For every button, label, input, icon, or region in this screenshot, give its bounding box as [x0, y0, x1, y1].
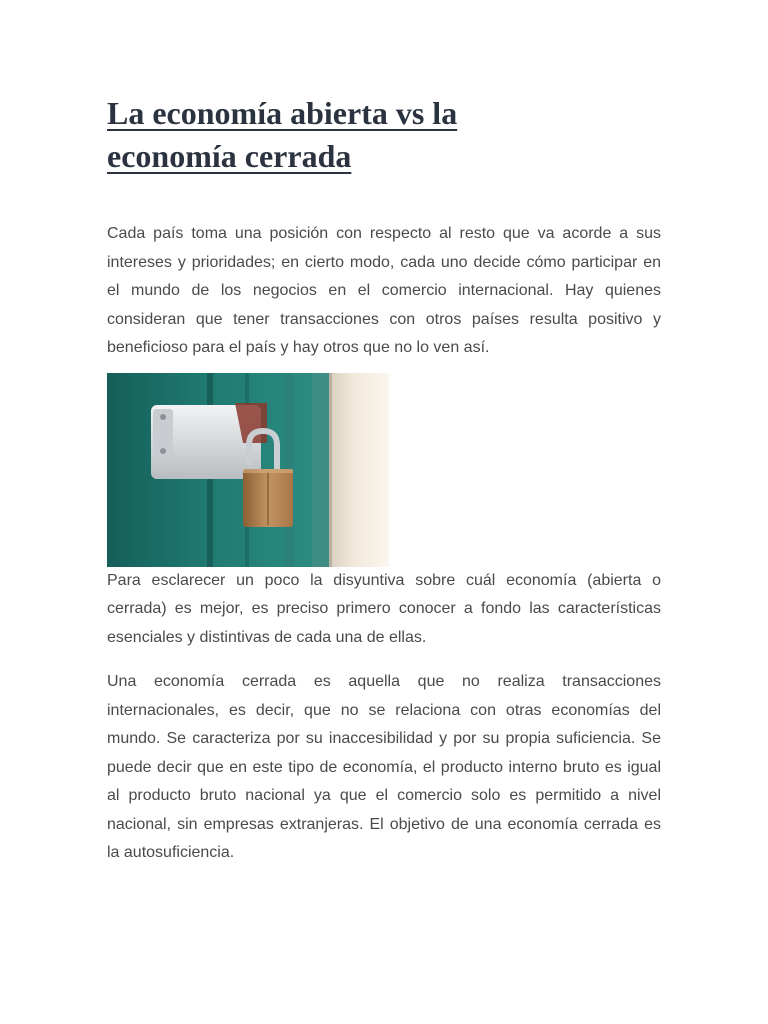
padlock-door-photo: [107, 373, 389, 567]
intro-paragraph: Cada país toma una posición con respecto al resto que va acorde a sus intereses y prioridades; en cierto modo, cada uno decide cómo participar en el mundo de los negocios en el comercio internacional. Hay quienes consideran que tener transacciones con otros países resulta positivo y beneficioso para el país y hay otros que no lo ven así.: [107, 225, 661, 356]
comparison-paragraph: Para esclarecer un poco la disyuntiva sobre cuál economía (abierta o cerrada) es mejor, es preciso primero conocer a fondo las características esenciales y distintivas de cada una de ellas.: [107, 571, 661, 646]
article-title: La economía abierta vs la economía cerrada: [107, 95, 458, 174]
closed-economy-paragraph: Una economía cerrada es aquella que no realiza transacciones internacionales, es decir, que no se relaciona con otras economías del mundo. Se caracteriza por su inaccesibilidad y por su propia suficiencia. Se puede decir que en este tipo de economía, el producto interno bruto es igual al producto bruto nacional ya que el comercio solo es permitido a nivel nacional, sin empresas extranjeras. El objetivo de una economía cerrada es la autosuficiencia.: [107, 673, 661, 861]
article: [107, 92, 661, 868]
